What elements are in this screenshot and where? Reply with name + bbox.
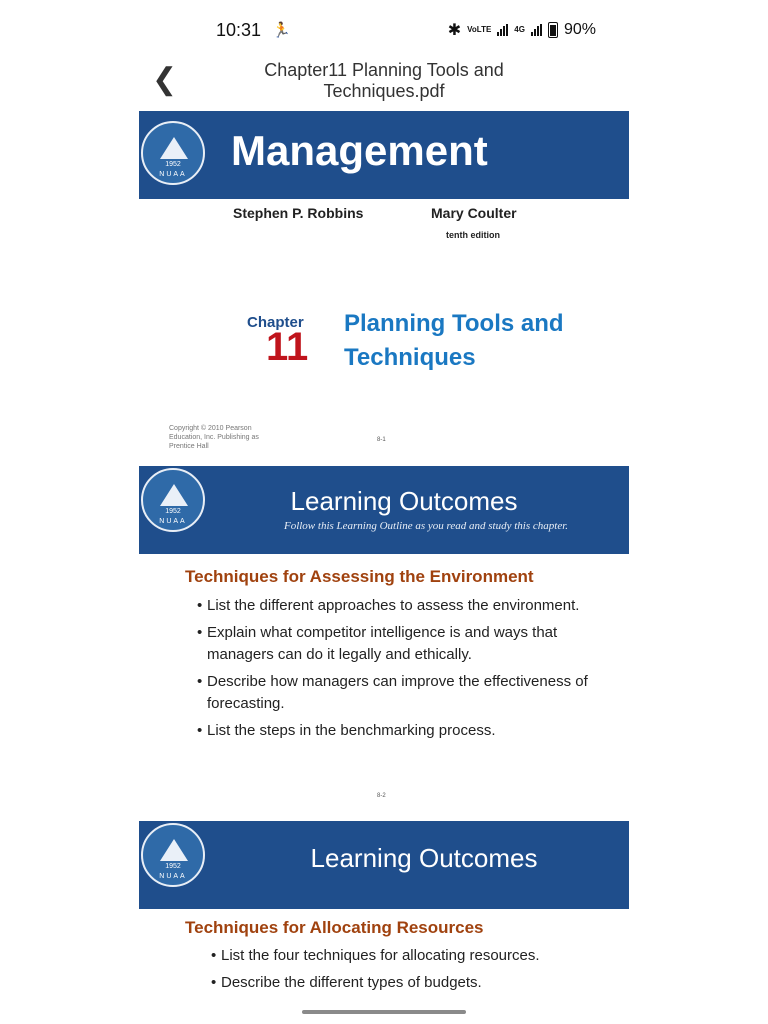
slide-2 — [139, 466, 629, 812]
list-item: • List the steps in the benchmarking process. — [197, 720, 607, 742]
slide-title: Learning Outcomes — [290, 486, 518, 516]
back-button[interactable] — [152, 62, 177, 97]
status-time: 10:31 — [216, 20, 262, 40]
slide-1 — [139, 111, 629, 456]
chevron-left-icon: ❮ — [152, 63, 178, 96]
university-logo-icon: 1952 NUAA — [141, 823, 205, 887]
author-1: Stephen P. Robbins — [233, 205, 364, 221]
university-logo-icon: 1952 NUAA — [141, 468, 205, 532]
chapter-number: 11 — [266, 325, 309, 369]
author-2: Mary Coulter — [431, 205, 517, 221]
page-number: 8-2 — [377, 793, 386, 799]
book-title: Management — [231, 127, 488, 174]
list-item: • List the different approaches to assess the environment. — [197, 595, 607, 617]
battery-level: 90% — [563, 21, 596, 38]
list-item: • Explain what competitor intelligence is and ways that managers can do it legally and ethically. — [197, 622, 607, 666]
bluetooth-icon: ✱ — [447, 22, 462, 39]
list-item: • Describe the different types of budgets. — [211, 972, 611, 994]
status-icons — [448, 20, 596, 40]
section-heading: Techniques for Assessing the Environment — [185, 567, 534, 586]
status-bar — [0, 0, 768, 62]
battery-icon — [548, 22, 558, 38]
slide-subtitle: Follow this Learning Outline as you read and study this chapter. — [283, 520, 569, 532]
chapter-title-line-2: Techniques — [344, 344, 476, 371]
signal-icon — [497, 24, 508, 36]
section-heading: Techniques for Allocating Resources — [185, 918, 484, 937]
volte-icon: VoLTE — [467, 25, 492, 34]
slide-banner — [139, 111, 629, 199]
slide-title: Learning Outcomes — [310, 843, 538, 873]
running-activity-icon: 🏃 — [272, 22, 291, 39]
home-indicator[interactable] — [302, 1010, 466, 1014]
chapter-title — [344, 307, 564, 375]
page-number: 8-1 — [377, 437, 386, 443]
edition-label: tenth edition — [446, 230, 500, 240]
signal-icon-2 — [531, 24, 542, 36]
chapter-label: Chapter — [247, 314, 304, 331]
document-title: Chapter11 Planning Tools and Techniques.pdf — [264, 60, 504, 101]
outcomes-list — [211, 945, 611, 999]
outcomes-list — [197, 595, 607, 747]
lte-label: 4G — [514, 25, 525, 34]
university-logo-icon: 1952 NUAA — [141, 121, 205, 185]
slide-3 — [139, 821, 629, 1011]
chapter-title-line-1: Planning Tools and — [344, 310, 564, 337]
list-item: • List the four techniques for allocating resources. — [211, 945, 611, 967]
list-item: • Describe how managers can improve the effectiveness of forecasting. — [197, 671, 607, 715]
copyright-note: Copyright © 2010 Pearson Education, Inc. Publishing as Prentice Hall — [169, 425, 259, 450]
slide-banner — [139, 821, 629, 909]
slide-banner — [139, 466, 629, 554]
